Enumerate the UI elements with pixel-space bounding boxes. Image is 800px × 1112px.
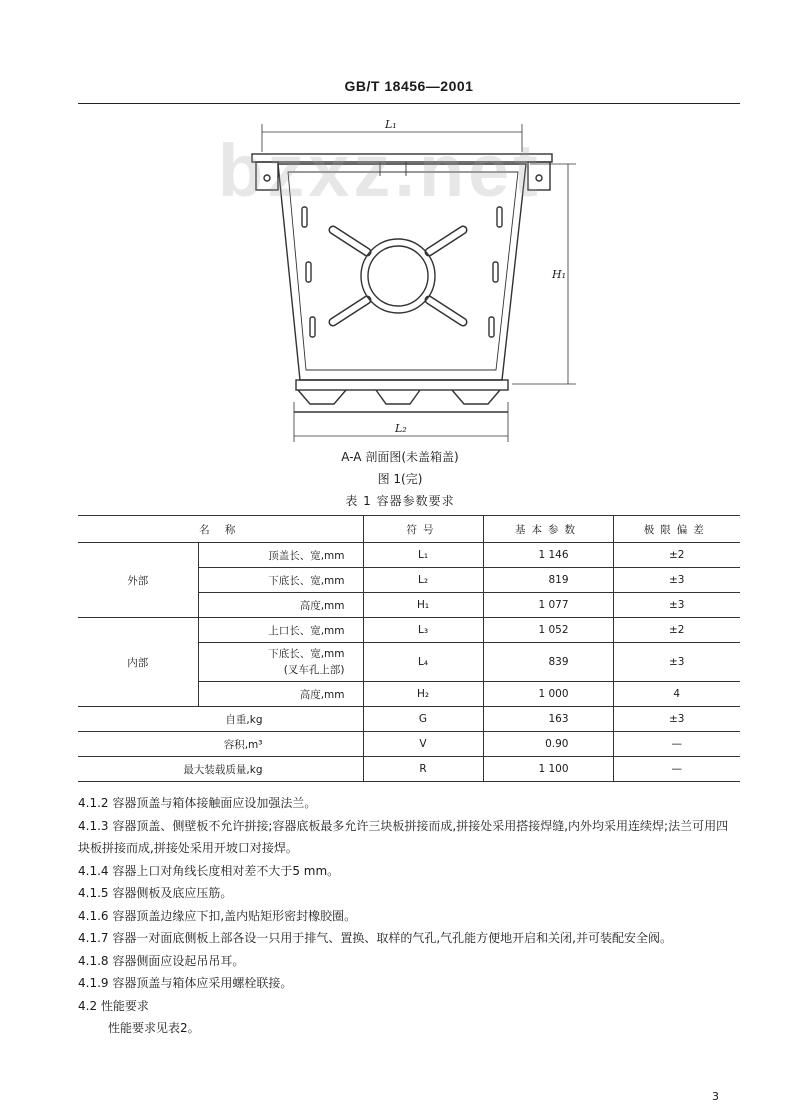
row-value: 1 146 bbox=[483, 543, 613, 568]
clause-4-1-2: 4.1.2 容器顶盖与箱体接触面应设加强法兰。 bbox=[78, 796, 317, 810]
clause-4-1-5: 4.1.5 容器侧板及底应压筋。 bbox=[78, 886, 233, 900]
row-label: 高度,mm bbox=[198, 593, 363, 618]
row-label: 下底长、宽,mm (叉车孔上部) bbox=[198, 643, 363, 682]
row-deviation: 4 bbox=[613, 682, 740, 707]
table-title: 表 1 容器参数要求 bbox=[345, 494, 455, 508]
clause-4-1-8: 4.1.8 容器侧面应设起吊吊耳。 bbox=[78, 953, 245, 968]
row-deviation: ±2 bbox=[613, 618, 740, 643]
header-rule bbox=[78, 103, 740, 104]
clause-4-1-6: 4.1.6 容器顶盖边缘应下扣,盖内贴矩形密封橡胶圈。 bbox=[78, 908, 357, 923]
row-deviation: ±3 bbox=[613, 593, 740, 618]
header-symbol: 符号 bbox=[363, 516, 483, 543]
row-deviation: — bbox=[613, 732, 740, 757]
header-basic: 基本参数 bbox=[483, 516, 613, 543]
row-symbol: L₂ bbox=[363, 568, 483, 593]
group-outer: 外部 bbox=[78, 543, 198, 618]
row-value: 0.90 bbox=[483, 732, 613, 757]
watermark: bzxz.net bbox=[218, 129, 542, 212]
row-deviation: — bbox=[613, 757, 740, 782]
table-row bbox=[78, 618, 740, 643]
row-label: 高度,mm bbox=[198, 682, 363, 707]
row-value: 839 bbox=[483, 643, 613, 682]
row-symbol: L₁ bbox=[363, 543, 483, 568]
table-row bbox=[78, 707, 740, 732]
page-number: 3 bbox=[712, 1090, 719, 1103]
table-row bbox=[78, 543, 740, 568]
row-symbol: L₄ bbox=[363, 643, 483, 682]
row-deviation: ±2 bbox=[613, 543, 740, 568]
clause-4-1-9: 4.1.9 容器顶盖与箱体应采用螺栓联接。 bbox=[78, 976, 293, 990]
row-symbol: L₃ bbox=[363, 618, 483, 643]
header-deviation: 极限偏差 bbox=[613, 516, 740, 543]
row-value: 1 052 bbox=[483, 618, 613, 643]
row-symbol: H₂ bbox=[363, 682, 483, 707]
row-deviation: ±3 bbox=[613, 643, 740, 682]
figure-caption: 图 1(完) bbox=[377, 472, 423, 486]
row-deviation: ±3 bbox=[613, 707, 740, 732]
row-symbol: G bbox=[363, 707, 483, 732]
clause-4-1-7: 4.1.7 容器一对面底侧板上部各设一只用于排气、置换、取样的气孔,气孔能方便地开启和关闭,并可装配安全阀。 bbox=[78, 931, 672, 945]
clause-4-1-3: 4.1.3 容器顶盖、侧壁板不允许拼接;容器底板最多允许三块板拼接而成,拼接处采用搭接焊缝,内外均采用连续焊;法兰可用四块板拼接而成,拼接处采用开坡口对接焊。 bbox=[78, 818, 729, 855]
table-row bbox=[78, 757, 740, 782]
row-label: 上口长、宽,mm bbox=[198, 618, 363, 643]
row-value: 819 bbox=[483, 568, 613, 593]
row-deviation: ±3 bbox=[613, 568, 740, 593]
row-value: 163 bbox=[483, 707, 613, 732]
row-symbol: H₁ bbox=[363, 593, 483, 618]
row-symbol: R bbox=[363, 757, 483, 782]
section-4-2-text: 性能要求见表2。 bbox=[108, 1021, 200, 1035]
dim-label-right: H₁ bbox=[552, 268, 567, 281]
dim-label-bottom: L₂ bbox=[395, 422, 407, 435]
group-inner: 内部 bbox=[78, 618, 198, 707]
header-name: 名 称 bbox=[78, 516, 363, 543]
clauses-section bbox=[78, 792, 740, 1040]
parameters-table bbox=[78, 515, 740, 782]
section-4-2-heading: 4.2 性能要求 bbox=[78, 998, 149, 1013]
table-row bbox=[78, 732, 740, 757]
section-caption: A-A 剖面图(未盖箱盖) bbox=[341, 450, 459, 464]
standard-header: GB/T 18456—2001 bbox=[344, 78, 474, 94]
row-label: 容积,m³ bbox=[78, 732, 363, 757]
row-value: 1 100 bbox=[483, 757, 613, 782]
dim-label-top: L₁ bbox=[385, 118, 397, 131]
row-label: 最大装载质量,kg bbox=[78, 757, 363, 782]
table-header-row bbox=[78, 516, 740, 543]
row-label: 自重,kg bbox=[78, 707, 363, 732]
row-label: 下底长、宽,mm bbox=[198, 568, 363, 593]
row-symbol: V bbox=[363, 732, 483, 757]
row-value: 1 077 bbox=[483, 593, 613, 618]
clause-4-1-4: 4.1.4 容器上口对角线长度相对差不大于5 mm。 bbox=[78, 863, 340, 878]
row-label: 顶盖长、宽,mm bbox=[198, 543, 363, 568]
row-value: 1 000 bbox=[483, 682, 613, 707]
